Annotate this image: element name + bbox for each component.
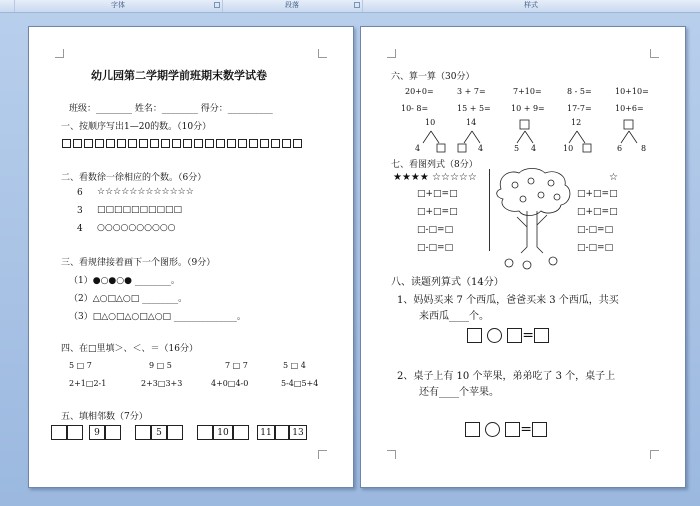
word-problem-1-line-1: 1、妈妈买来 7 个西瓜，爸爸买来 3 个西瓜，共买 [397,295,619,306]
neighbor-box-empty[interactable] [135,425,151,440]
calc-item: 20+0= [405,87,434,96]
document-page-1[interactable] [28,26,354,488]
count-row-shapes: ○○○○○○○○○○ [97,223,176,233]
tree-top: 14 [466,118,477,127]
calc-item: 10 + 9= [511,104,545,113]
margin-mark [650,49,659,58]
tree-right: 8 [641,144,647,153]
neighbor-box-value: 11 [257,425,275,440]
count-row-num: 3 [77,206,83,216]
equation-left: □+□=□ [417,189,458,199]
compare-item: 7 □ 7 [225,361,248,370]
compare-item: 4+0□4-0 [211,379,249,388]
count-row-shapes: □□□□□□□□□□ [97,205,183,215]
word-problem-2-line-2: 还有____个苹果。 [419,387,499,398]
student-info-line: 班级：________ 姓名：________ 得分：__________ [69,104,273,114]
count-row-shapes: ☆☆☆☆☆☆☆☆☆☆☆☆ [97,187,194,197]
count-row-num: 6 [77,188,83,198]
answer-equation-2[interactable]: = [465,419,547,438]
neighbor-box-empty[interactable] [233,425,249,440]
divider-line [489,169,490,251]
page-title: 幼儿园第二学期学前班期末数学试卷 [91,69,267,82]
compare-item: 9 □ 5 [149,361,172,370]
section-5-heading: 五、填相邻数（7分） [61,412,148,422]
paragraph-dialog-launcher-icon[interactable] [354,2,360,8]
neighbor-box-value: 9 [89,425,105,440]
equation-right: □+□=□ [577,189,618,199]
section-1-heading: 一、按顺序写出1—20的数。（10分） [61,122,212,132]
pattern-row: （2）△○□△○□ ________。 [69,294,188,304]
ribbon-group-paragraph-label: 段落 [285,1,299,9]
neighbor-box-empty[interactable] [67,425,83,440]
number-write-boxes [61,133,303,152]
calc-item: 8 - 5= [567,87,592,96]
margin-mark [318,49,327,58]
compare-item: 5 □ 7 [69,361,92,370]
equation-right: □-□=□ [577,243,614,253]
margin-mark [650,450,659,459]
neighbor-box-empty[interactable] [51,425,67,440]
ribbon-group-styles[interactable] [362,0,700,12]
neighbor-box-empty[interactable] [197,425,213,440]
ribbon-group-paragraph[interactable] [222,0,363,12]
section-6-heading: 六、算一算（30分） [391,72,475,82]
neighbor-box-value: 5 [151,425,167,440]
star-row: ★★★★ ☆☆☆☆☆ [393,172,477,183]
calc-item: 10+10= [615,87,649,96]
neighbor-box-empty[interactable] [105,425,121,440]
equation-right: □-□=□ [577,225,614,235]
neighbor-box-empty[interactable] [167,425,183,440]
margin-mark [387,450,396,459]
section-7-heading: 七、看图列式（8分） [391,160,478,170]
equation-left: □-□=□ [417,243,454,253]
margin-mark [318,450,327,459]
neighbor-box-value: 10 [213,425,233,440]
compare-item: 5-4□5+4 [281,379,319,388]
tree-left: 6 [617,144,623,153]
tree-right: 4 [478,144,484,153]
compare-item: 2+1□2-1 [69,379,107,388]
count-row-num: 4 [77,224,83,234]
equation-left: □+□=□ [417,207,458,217]
ribbon-group-clipboard[interactable] [0,0,15,12]
ribbon-group-styles-label: 样式 [524,1,538,9]
word-problem-1-line-2: 来西瓜____个。 [419,311,489,322]
star-single: ☆ [609,172,618,183]
ribbon [0,0,700,13]
calc-item: 17-7= [567,104,592,113]
document-page-2[interactable] [360,26,686,488]
pattern-row: （3）□△○□△○□△○□ ______________。 [69,312,246,322]
apple-tree-picture [495,167,575,279]
calc-item: 10- 8= [401,104,429,113]
equation-right: □+□=□ [577,207,618,217]
compare-item: 2+3□3+3 [141,379,183,388]
calc-item: 15 + 5= [457,104,491,113]
equation-left: □-□=□ [417,225,454,235]
section-3-heading: 三、看规律接着画下一个图形。（9分） [61,258,216,268]
calc-item: 7+10= [513,87,542,96]
tree-top: 10 [425,118,436,127]
tree-right: 4 [531,144,537,153]
neighbor-box-value: 13 [289,425,307,440]
word-problem-2-line-1: 2、桌子上有 10 个苹果，弟弟吃了 3 个，桌子上 [397,371,616,382]
pattern-row: （1）●○●○● ________。 [69,276,180,286]
tree-left: 10 [563,144,574,153]
compare-item: 5 □ 4 [283,361,306,370]
margin-mark [55,49,64,58]
neighbor-box-empty[interactable] [275,425,289,440]
tree-top: 12 [571,118,582,127]
calc-item: 10+6= [615,104,644,113]
answer-equation-1[interactable]: = [467,325,549,344]
section-4-heading: 四、在□里填＞、＜、＝（16分） [61,344,198,354]
ribbon-group-font-label: 字体 [111,1,125,9]
calc-item: 3 + 7= [457,87,486,96]
tree-left: 5 [514,144,520,153]
section-8-heading: 八、读题列算式（14分） [391,277,504,288]
margin-mark [387,49,396,58]
section-2-heading: 二、看数徐一徐相应的个数。（6分） [61,173,207,183]
font-dialog-launcher-icon[interactable] [214,2,220,8]
ribbon-group-font[interactable] [14,0,223,12]
tree-left: 4 [415,144,421,153]
